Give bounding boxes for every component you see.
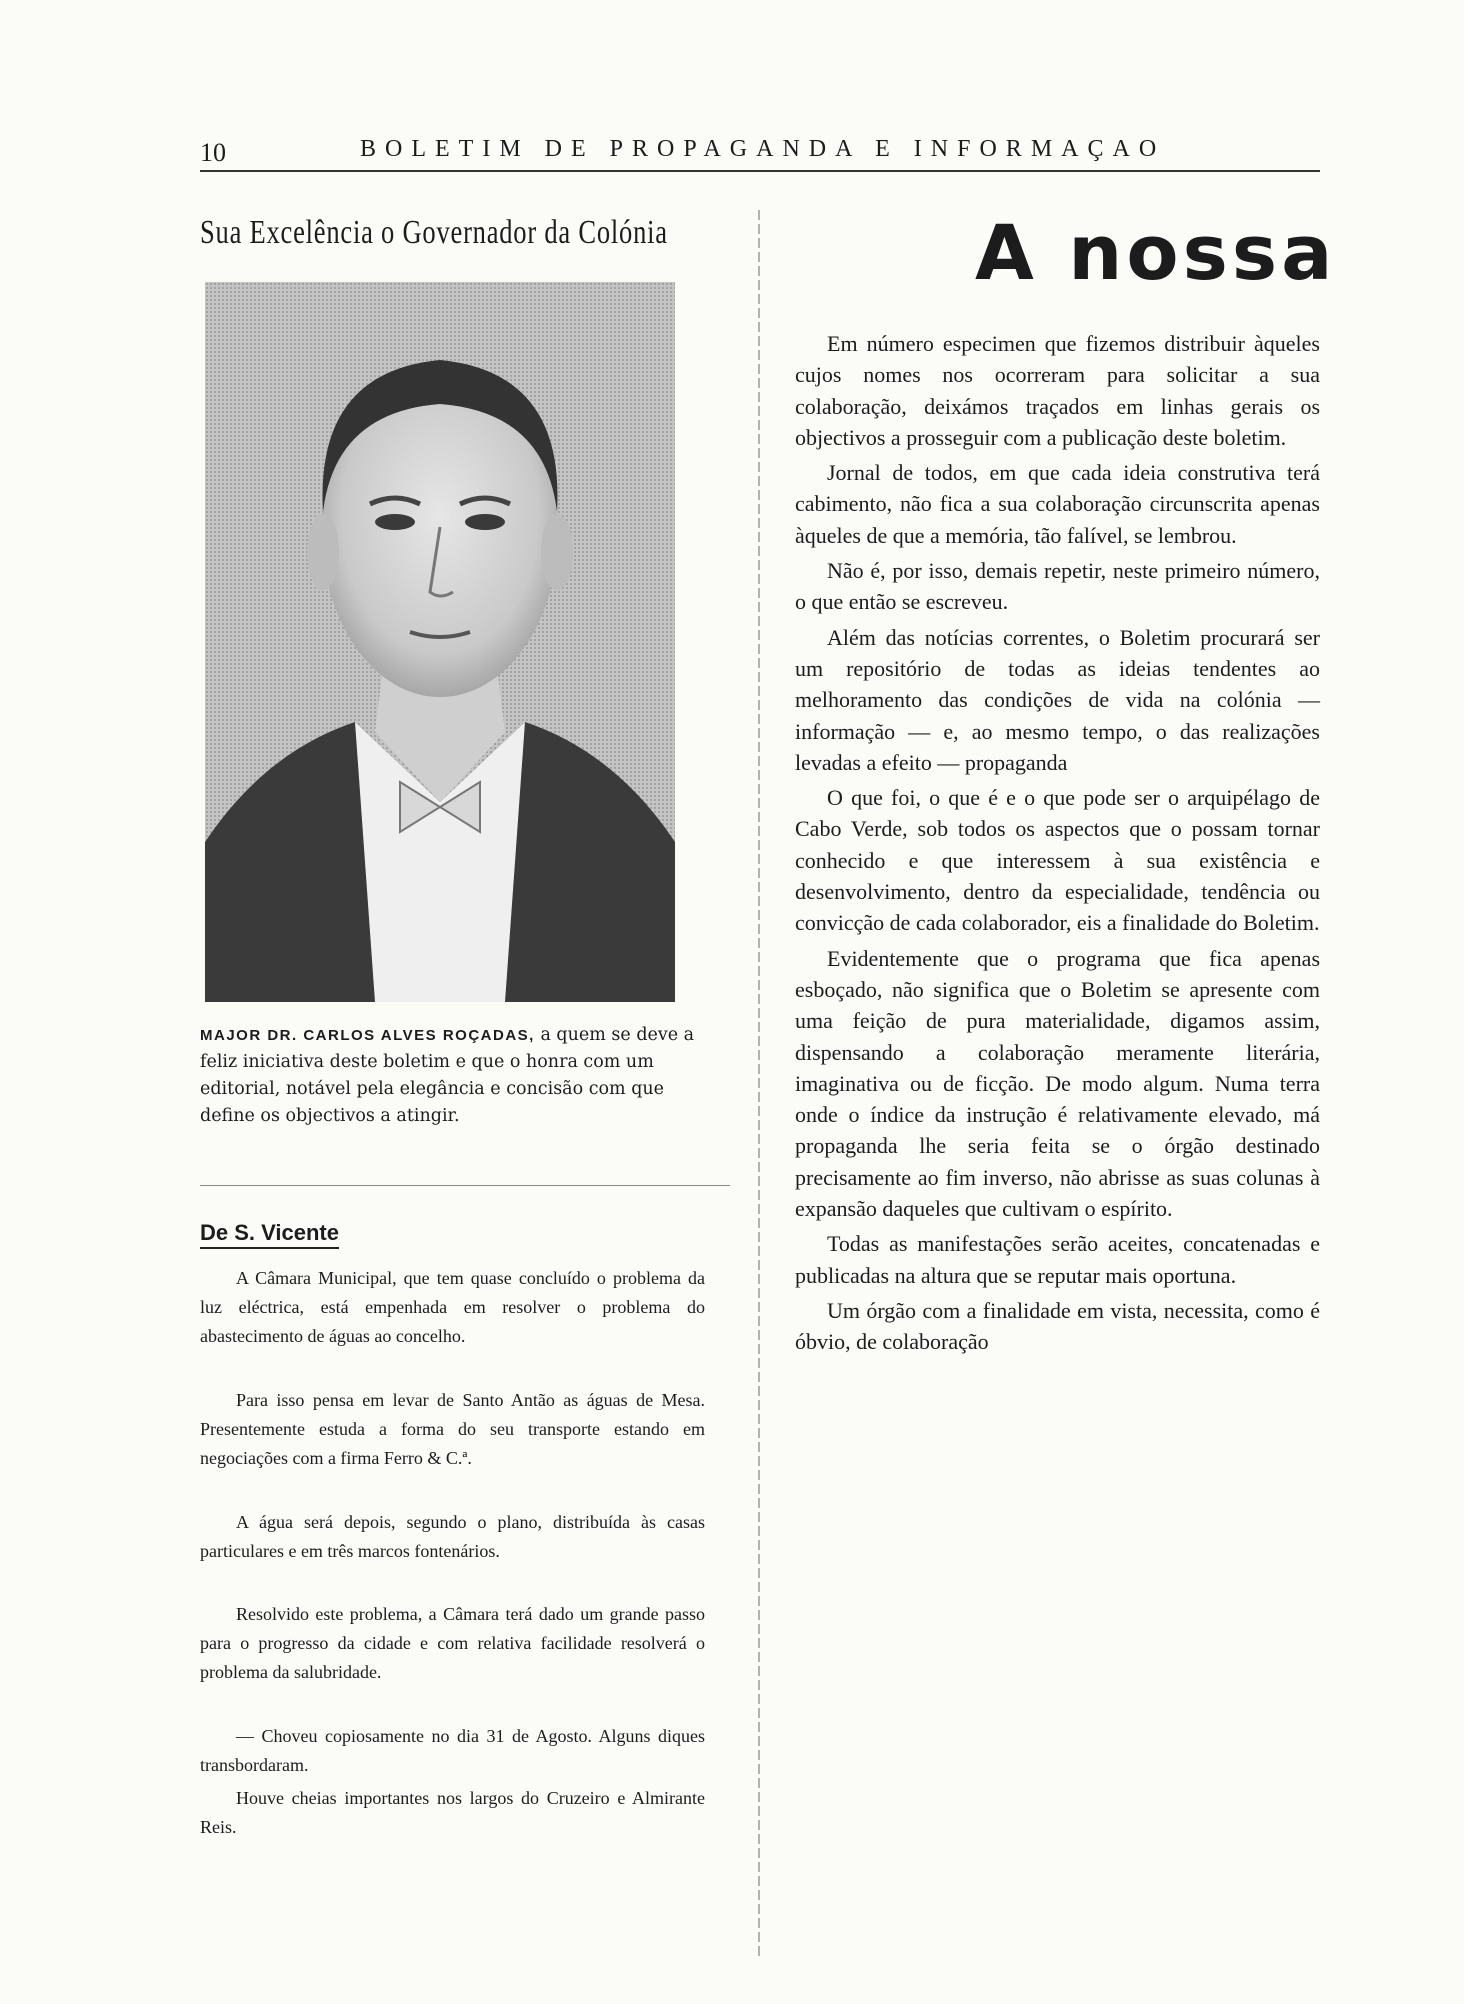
- caption-name: MAJOR DR. CARLOS ALVES ROÇADAS,: [200, 1027, 535, 1044]
- photo-caption: [200, 1022, 720, 1130]
- article-paragraph: Não é, por isso, demais repetir, neste primeiro número, o que então se escreveu.: [795, 558, 1320, 615]
- article-paragraph: Um órgão com a finalidade em vista, necessita, como é óbvio, de colaboração: [795, 1297, 1320, 1355]
- article-paragraph: Além das notícias correntes, o Boletim procurará ser um repositório de todas as ideias tendentes ao melhoramento das condições de vida na colónia — informação — e, ao mesmo tempo, o das realizações levadas a efeito — propaganda: [795, 624, 1320, 775]
- page-header: [200, 132, 1320, 172]
- governor-portrait: [205, 282, 675, 1002]
- page-number: 10: [200, 138, 226, 167]
- article-title: A nossa: [975, 208, 1337, 297]
- column-divider: [758, 210, 760, 1960]
- article-paragraph: Evidentemente que o programa que fica apenas esboçado, não significa que o Boletim se apresente com uma feição de pura materialidade, digamos assim, dispensando a colaboração meramente literária, imaginativa ou de ficção. De modo algum. Numa terra onde o índice da instrução é relativamente elevado, má propaganda lhe seria feita se o órgão destinado precisamente ao fim inverso, não abrisse as suas colunas à expansão daqueles que cultivam o espírito.: [795, 945, 1320, 1222]
- header-rule: [200, 170, 1320, 172]
- article-paragraph: Todas as manifestações serão aceites, concatenadas e publicadas na altura que se reputar mais oportuna.: [795, 1231, 1320, 1288]
- news-item: A água será depois, segundo o plano, distribuída às casas particulares e em três marcos fontenários.: [200, 1512, 705, 1561]
- news-item: — Choveu copiosamente no dia 31 de Agosto. Alguns diques transbordaram.: [200, 1726, 705, 1775]
- news-item: Resolvido este problema, a Câmara terá dado um grande passo para o progresso da cidade e com relativa facilidade resolverá o problema da salubridade.: [200, 1604, 705, 1682]
- portrait-image: [205, 282, 675, 1002]
- photo-heading: Sua Excelência o Governador da Colónia: [200, 214, 668, 251]
- caption-text: a quem se deve a feliz iniciativa deste boletim e que o honra com um editorial, notável pela elegância e concisão com que define os objectivos a atingir.: [200, 1025, 695, 1126]
- article-body: [795, 328, 1320, 1362]
- news-item: A Câmara Municipal, que tem quase concluído o problema da luz eléctrica, está empenhada em resolver o problema do abastecimento de águas ao concelho.: [200, 1268, 705, 1346]
- caption-divider: [200, 1185, 730, 1186]
- section-heading: [200, 1220, 740, 1246]
- news-item: Houve cheias importantes nos largos do Cruzeiro e Almirante Reis.: [200, 1788, 705, 1837]
- section-heading-text: De S. Vicente: [200, 1220, 339, 1249]
- news-item: Para isso pensa em levar de Santo Antão as águas de Mesa. Presentemente estuda a forma do seu transporte estando em negociações com a firma Ferro & C.ª.: [200, 1390, 705, 1468]
- running-title: BOLETIM DE PROPAGANDA E INFORMAÇAO: [360, 136, 1166, 162]
- article-paragraph: O que foi, o que é e o que pode ser o arquipélago de Cabo Verde, sob todos os aspectos que o possam tornar conhecido e que interessem à sua existência e desenvolvimento, dentro da especialidade, tendência ou convicção de cada colaborador, eis a finalidade do Boletim.: [795, 785, 1320, 936]
- article-paragraph: Jornal de todos, em que cada ideia construtiva terá cabimento, não fica a sua colaboração circunscrita apenas àqueles de que a memória, tão falível, se lembrou.: [795, 460, 1320, 548]
- article-paragraph: Em número especimen que fizemos distribuir àqueles cujos nomes nos ocorreram para solicitar a sua colaboração, deixámos traçados em linhas gerais os objectivos a prosseguir com a publicação deste boletim.: [795, 331, 1320, 450]
